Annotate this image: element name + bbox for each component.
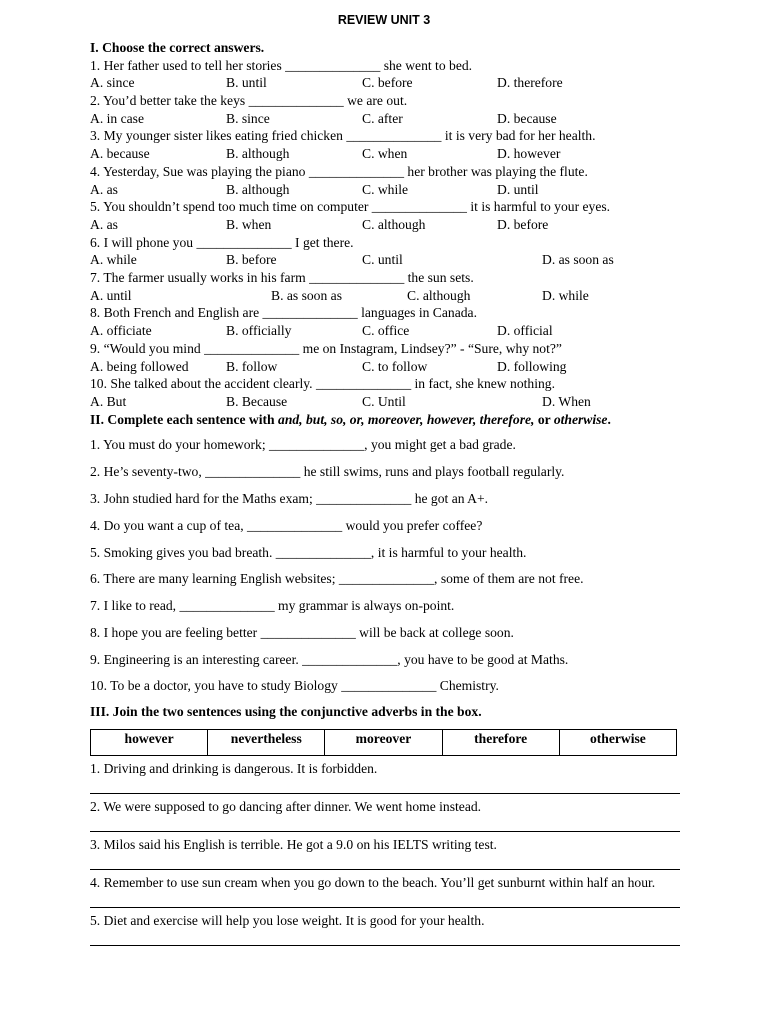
answer-option[interactable]: A. as (90, 181, 118, 197)
fill-in-sentence: 1. You must do your homework; ______________, you might get a bad grade. (90, 437, 516, 453)
answer-option[interactable]: C. while (362, 181, 409, 197)
answer-options (90, 358, 680, 376)
section-1 (90, 39, 680, 411)
fill-in-sentence: 10. To be a doctor, you have to study Biology ______________ Chemistry. (90, 678, 499, 694)
answer-option[interactable]: D. because (497, 110, 557, 126)
answer-line[interactable] (90, 779, 680, 794)
section-2 (90, 411, 680, 701)
join-item (90, 870, 680, 908)
answer-option[interactable]: B. since (226, 110, 270, 126)
answer-option[interactable]: D. When (542, 393, 591, 409)
fill-in-sentence: 2. He’s seventy-two, ______________ he still swims, runs and plays football regularly. (90, 464, 565, 480)
join-item (90, 756, 680, 794)
answer-option[interactable]: A. because (90, 146, 150, 162)
answer-option[interactable]: A. But (90, 393, 127, 409)
section-2-heading-prefix: II. Complete each sentence with (90, 411, 279, 427)
answer-option[interactable]: D. before (497, 216, 549, 232)
fill-in-sentence: 4. Do you want a cup of tea, ______________ would you prefer coffee? (90, 517, 483, 533)
answer-option[interactable]: B. follow (226, 358, 278, 374)
join-item (90, 832, 680, 870)
question-text: 7. The farmer usually works in his farm ______________ the sun sets. (90, 270, 474, 286)
answer-option[interactable]: C. until (362, 252, 403, 268)
question-text: 10. She talked about the accident clearly. ______________ in fact, she knew nothing. (90, 376, 555, 392)
join-item (90, 794, 680, 832)
answer-line[interactable] (90, 931, 680, 946)
answer-option[interactable]: B. Because (226, 393, 288, 409)
answer-option[interactable]: B. as soon as (271, 287, 342, 303)
section-2-heading-or: or (534, 411, 554, 427)
answer-option[interactable]: A. officiate (90, 323, 152, 339)
join-sentence: 2. We were supposed to go dancing after dinner. We went home instead. (90, 798, 482, 814)
section-2-heading-end: . (607, 411, 611, 427)
answer-options (90, 74, 680, 92)
answer-options (90, 110, 680, 128)
answer-option[interactable]: A. as (90, 216, 118, 232)
join-sentence: 4. Remember to use sun cream when you go down to the beach. You’ll get sunburnt within half an hour. (90, 874, 656, 890)
answer-options (90, 181, 680, 199)
answer-option[interactable]: A. since (90, 75, 135, 91)
box-word: therefore (442, 729, 559, 755)
answer-option[interactable]: C. Until (362, 393, 406, 409)
answer-option[interactable]: D. while (542, 287, 589, 303)
answer-option[interactable]: D. therefore (497, 75, 563, 91)
fill-in-sentence: 6. There are many learning English websites; ______________, some of them are not free. (90, 571, 584, 587)
answer-option[interactable]: B. when (226, 216, 272, 232)
section-3-sentences (90, 756, 680, 946)
section-2-heading-words: and, but, so, or, moreover, however, therefore, (278, 411, 535, 427)
worksheet-content (90, 39, 680, 946)
answer-options (90, 216, 680, 234)
answer-option[interactable]: B. until (226, 75, 267, 91)
answer-option[interactable]: B. although (226, 146, 290, 162)
answer-line[interactable] (90, 893, 680, 908)
answer-option[interactable]: C. although (407, 287, 471, 303)
section-3 (90, 703, 680, 946)
join-sentence: 5. Diet and exercise will help you lose weight. It is good for your health. (90, 912, 485, 928)
answer-options (90, 393, 680, 411)
answer-option[interactable]: B. although (226, 181, 290, 197)
box-word: moreover (325, 729, 442, 755)
fill-in-sentence: 7. I like to read, ______________ my grammar is always on-point. (90, 598, 455, 614)
page-title: REVIEW UNIT 3 (337, 13, 431, 27)
answer-option[interactable]: D. until (497, 181, 539, 197)
answer-option[interactable]: D. official (497, 323, 553, 339)
answer-options (90, 322, 680, 340)
question-text: 1. Her father used to tell her stories ______________ she went to bed. (90, 57, 473, 73)
answer-options (90, 251, 680, 269)
answer-option[interactable]: D. as soon as (542, 252, 614, 268)
join-sentence: 1. Driving and drinking is dangerous. It is forbidden. (90, 760, 378, 776)
answer-option[interactable]: C. office (362, 323, 410, 339)
fill-in-sentence: 8. I hope you are feeling better ______________ will be back at college soon. (90, 624, 514, 640)
box-word: nevertheless (208, 729, 325, 755)
question-text: 3. My younger sister likes eating fried chicken ______________ it is very bad for her health. (90, 128, 596, 144)
box-word: otherwise (559, 729, 676, 755)
section-3-heading: III. Join the two sentences using the conjunctive adverbs in the box. (90, 704, 482, 720)
question-text: 8. Both French and English are ______________ languages in Canada. (90, 305, 477, 321)
answer-option[interactable]: C. to follow (362, 358, 428, 374)
answer-option[interactable]: A. while (90, 252, 137, 268)
section-2-heading (90, 411, 680, 429)
answer-option[interactable]: D. following (497, 358, 567, 374)
join-sentence: 3. Milos said his English is terrible. He got a 9.0 on his IELTS writing test. (90, 836, 497, 852)
answer-option[interactable]: A. being followed (90, 358, 189, 374)
section-2-heading-last: otherwise (553, 411, 608, 427)
answer-option[interactable]: A. in case (90, 110, 144, 126)
fill-in-sentence: 9. Engineering is an interesting career. ______________, you have to be good at Maths. (90, 651, 569, 667)
fill-in-sentence: 5. Smoking gives you bad breath. ______________, it is harmful to your health. (90, 544, 527, 560)
answer-option[interactable]: C. when (362, 146, 408, 162)
answer-line[interactable] (90, 855, 680, 870)
question-text: 5. You shouldn’t spend too much time on computer ______________ it is harmful to your eyes. (90, 199, 611, 215)
fill-in-sentence: 3. John studied hard for the Maths exam; ______________ he got an A+. (90, 490, 489, 506)
box-row (91, 729, 677, 755)
question-text: 9. “Would you mind ______________ me on Instagram, Lindsey?” - “Sure, why not?” (90, 340, 562, 356)
join-item (90, 908, 680, 946)
answer-option[interactable]: D. however (497, 146, 561, 162)
section-1-heading: I. Choose the correct answers. (90, 40, 265, 55)
question-text: 6. I will phone you ______________ I get there. (90, 234, 354, 250)
answer-options (90, 145, 680, 163)
question-text: 4. Yesterday, Sue was playing the piano ______________ her brother was playing the flute. (90, 163, 588, 179)
answer-options (90, 287, 680, 305)
conjunctive-adverbs-box (90, 729, 677, 756)
section-2-sentences (90, 432, 680, 700)
answer-option[interactable]: C. after (362, 110, 403, 126)
section-1-questions (90, 57, 680, 411)
question-text: 2. You’d better take the keys ______________ we are out. (90, 93, 408, 109)
answer-option[interactable]: C. although (362, 216, 426, 232)
answer-option[interactable]: B. before (226, 252, 277, 268)
answer-option[interactable]: C. before (362, 75, 413, 91)
answer-option[interactable]: B. officially (226, 323, 292, 339)
box-word: however (91, 729, 208, 755)
answer-option[interactable]: A. until (90, 287, 132, 303)
answer-line[interactable] (90, 817, 680, 832)
